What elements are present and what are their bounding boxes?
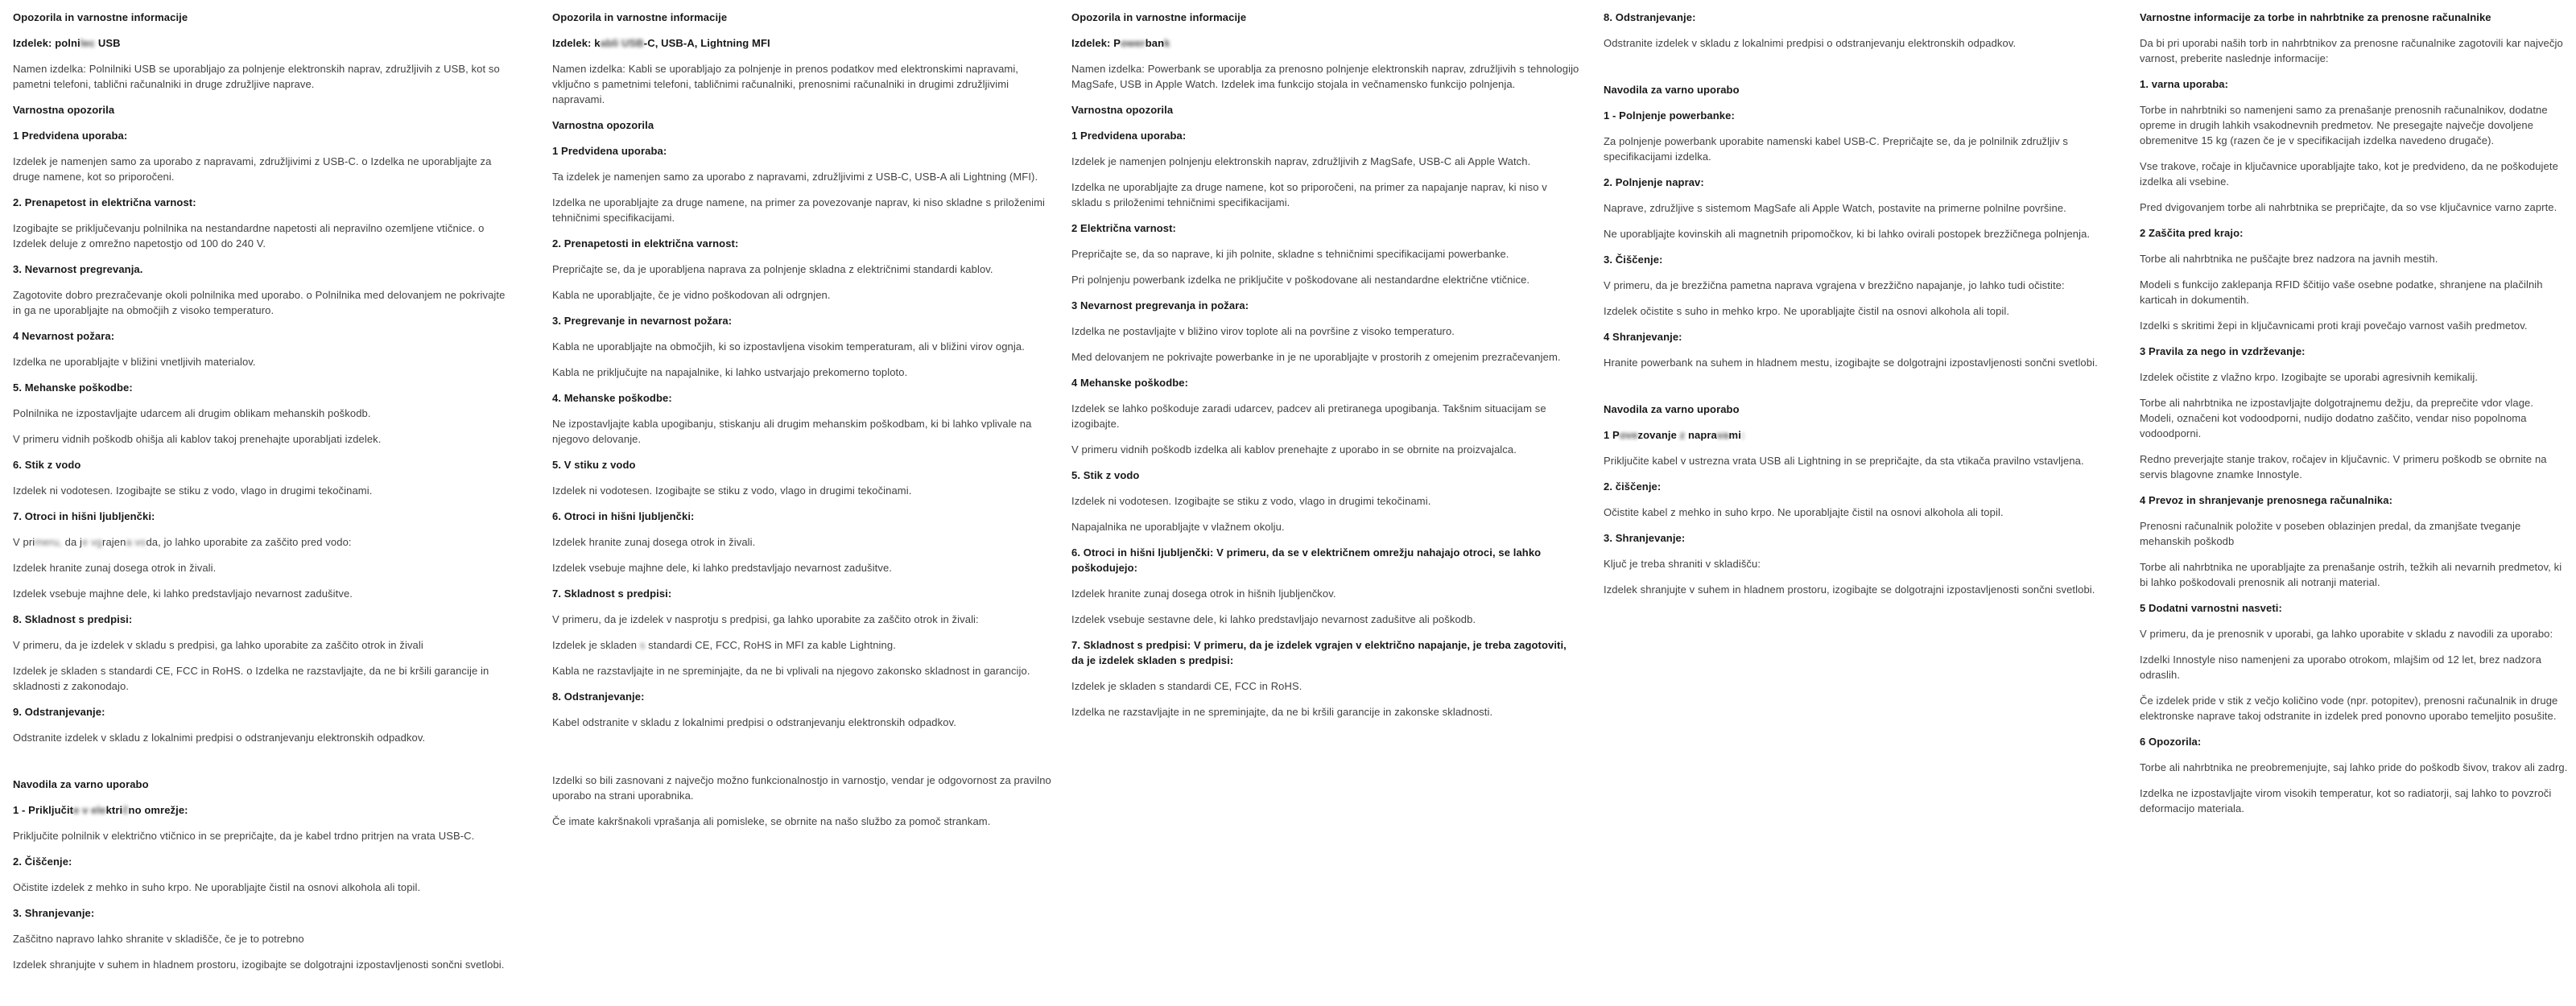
blurred-text-fragment: s [639,639,646,651]
paragraph: Izdelek hranite zunaj dosega otrok in živali. [552,536,756,548]
clause-heading: 4 Shranjevanje: [1604,331,1682,343]
paragraph: Izdelek hranite zunaj dosega otrok in živali. [13,562,217,574]
clause-heading: 7. Otroci in hišni ljubljenčki: [13,510,155,522]
paragraph: Priključite polnilnik v električno vtičnico in se prepričajte, da je kabel trdno pritrjen na vrata USB-C. [13,830,475,842]
paragraph: Izdelek vsebuje majhne dele, ki lahko predstavljajo nevarnost zadušitve. [552,562,892,574]
blurred-text-fragment: ove [1619,429,1638,441]
blurred-text-fragment: meru, [35,536,62,548]
clause-heading: 7. Skladnost s predpisi: V primeru, da je izdelek vgrajen v električno napajanje, je treba zagotoviti, da je izdelek skladen s predpisi: [1071,639,1567,666]
paragraph: Naprave, združljive s sistemom MagSafe ali Apple Watch, postavite na primerne polnilne površine. [1604,202,2066,214]
paragraph: V primeru, da je brezžična pametna naprava vgrajena v brezžično napajanje, jo lahko tudi očistite: [1604,279,2065,291]
paragraph: Namen izdelka: Kabli se uporabljajo za polnjenje in prenos podatkov med elektronskimi napravami, vključno s pametnimi telefoni, tabličnimi računalniki, prenosnimi računalniki in drugimi združljivimi napravami. [552,63,1019,105]
paragraph: Izdelek shranjujte v suhem in hladnem prostoru, izogibajte se dolgotrajni izpostavljenosti sončni svetlobi. [1604,583,2095,596]
paragraph: Napajalnika ne uporabljajte v vlažnem okolju. [1071,521,1285,533]
paragraph: Izdelek je skladen s standardi CE, FCC in RoHS. [1071,680,1302,692]
paragraph: Ne uporabljajte kovinskih ali magnetnih pripomočkov, ki bi lahko ovirali postopek brezžičnega polnjenja. [1604,228,2091,240]
paragraph: V primeru vidnih poškodb izdelka ali kablov prenehajte z uporabo in se obrnite na proizvajalca. [1071,443,1517,456]
paragraph: Med delovanjem ne pokrivajte powerbanke in je ne uporabljajte v prostorih z omejenim prezračevanjem. [1071,351,1561,363]
section-title: Varnostna opozorila [13,104,115,116]
paragraph: V primeru vidnih poškodb ohišja ali kablov takoj prenehajte uporabljati izdelek. [13,433,382,445]
paragraph: Izdelka ne uporabljajte v bližini vnetljivih materialov. [13,356,256,368]
paragraph: Kabla ne priključujte na napajalnike, ki lahko ustvarjajo prekomerno toploto. [552,366,908,378]
section-title: Navodila za varno uporabo [1604,403,1740,415]
text-fragment: da j [61,536,83,548]
clause-heading: 6. Stik z vodo [13,459,81,471]
paragraph: Torbe ali nahrbtnika ne izpostavljajte dolgotrajnemu dežju, da preprečite vdor vlage. Modeli, označeni kot vodoodporni, nudijo dodatno zaščito, vendar niso popolnoma vodoodporni. [2140,397,2534,439]
paragraph: Prepričajte se, da je uporabljena naprava za polnjenje skladna z električnimi standardi kablov. [552,263,993,275]
section-title [1071,35,1580,51]
text-fragment: V pri [13,536,35,548]
text-fragment: Izdelek: polni [13,37,80,49]
paragraph: Zaščitno napravo lahko shranite v skladišče, če je to potrebno [13,933,304,945]
clause-heading: 4 Nevarnost požara: [13,330,115,342]
paragraph: Izdelek ni vodotesen. Izogibajte se stiku z vodo, vlago in drugimi tekočinami. [1071,495,1431,507]
paragraph [552,637,1051,653]
column-cables [552,10,1051,839]
clause-heading: 9. Odstranjevanje: [13,706,105,718]
text-fragment: 1 - Priključit [13,804,74,816]
clause-heading [13,802,514,818]
paragraph: Torbe ali nahrbtnika ne uporabljajte za prenašanje ostrih, težkih ali nevarnih predmetov, ki bi lahko poškodovali prenosnik ali notranji material. [2140,561,2562,588]
paragraph: Izdelka ne uporabljajte za druge namene, kot so priporočeni, na primer za napajanje naprav, ki niso v skladu s priloženimi tehničnimi specifikacijami. [1071,181,1547,208]
clause-heading: 2. Prenapetosti in električna varnost: [552,237,739,249]
clause-heading: 5 Dodatni varnostni nasveti: [2140,602,2282,614]
clause-heading: 1 - Polnjenje powerbanke: [1604,109,1735,122]
paragraph: Izdelka ne postavljajte v bližino virov toplote ali na površine z visoko temperaturo. [1071,325,1455,337]
paragraph: Izdelek očistite s suho in mehko krpo. Ne uporabljajte čistil na osnovi alkohola ali topil. [1604,305,2010,317]
blurred-text-fragment: k [1164,37,1170,49]
clause-heading: 1 Predvidena uporaba: [13,130,128,142]
clause-heading: 3. Pregrevanje in nevarnost požara: [552,315,733,327]
document-title: Opozorila in varnostne informacije [1071,11,1247,23]
document-title: Varnostne informacije za torbe in nahrbtnike za prenosne računalnike [2140,11,2491,23]
paragraph: Izdelki Innostyle niso namenjeni za uporabo otrokom, mlajšim od 12 let, brez nadzora odraslih. [2140,653,2542,681]
paragraph: Pred dvigovanjem torbe ali nahrbtnika se prepričajte, da so vse ključavnice varno zaprte. [2140,201,2557,213]
paragraph: Namen izdelka: Polnilniki USB se uporabljajo za polnjenje elektronskih naprav, združljivih z USB, kot so pametni telefoni, tablični računalniki in druge združljive naprave. [13,63,500,90]
clause-heading: 2. čiščenje: [1604,480,1662,493]
paragraph: Kabla ne uporabljajte, če je vidno poškodovan ali odrgnjen. [552,289,831,301]
paragraph: Kabla ne uporabljajte na območjih, ki so izpostavljena visokim temperaturam, ali v bližini virov ognja. [552,340,1025,353]
clause-heading: 8. Odstranjevanje: [552,691,645,703]
clause-heading: 6. Otroci in hišni ljubljenčki: V primeru, da se v električnem omrežju nahajajo otroci, se lahko poškodujejo: [1071,546,1542,574]
clause-heading: 3. Nevarnost pregrevanja. [13,263,143,275]
text-fragment: USB [95,37,121,49]
paragraph: Redno preverjajte stanje trakov, ročajev in ključavnic. V primeru poškodb se obrnite na servis blagovne znamke Innostyle. [2140,453,2547,480]
paragraph: Da bi pri uporabi naših torb in nahrbtnikov za prenosne računalnike zagotovili kar največjo varnost, preberite naslednje informacije: [2140,37,2563,64]
blurred-text-fragment: e v ele [73,804,106,816]
text-fragment: napra [1685,429,1717,441]
column-usb-charger [13,10,514,983]
paragraph: Izdelek je skladen s standardi CE, FCC in RoHS. o Izdelka ne razstavljajte, da ne bi kršili garancije in skladnosti z zakonodajo. [13,665,489,692]
paragraph: V primeru, da je izdelek v skladu s predpisi, ga lahko uporabite za zaščito otrok in živali [13,639,423,651]
column-gap [1604,61,2114,82]
paragraph: Torbe ali nahrbtnika ne puščajte brez nadzora na javnih mestih. [2140,253,2438,265]
section-title [13,35,514,51]
column-powerbank [1071,10,1580,730]
paragraph: Prenosni računalnik položite v poseben oblazinjen predal, da zmanjšate tveganje mehanskih poškodb [2140,520,2521,547]
paragraph: Ne izpostavljajte kabla upogibanju, stiskanju ali drugim mehanskim poškodbam, ki bi lahko vplivale na njegovo delovanje. [552,418,1032,445]
text-fragment: zovanje [1637,429,1680,441]
clause-heading: 2 Zaščita pred krajo: [2140,227,2244,239]
clause-heading: 2 Električna varnost: [1071,222,1176,234]
paragraph: Izdelka ne uporabljajte za druge namene, na primer za povezovanje naprav, ki niso skladne s priloženimi tehničnimi specifikacijami. [552,196,1046,224]
text-fragment: ban [1145,37,1165,49]
clause-heading: 1 Predvidena uporaba: [1071,130,1187,142]
paragraph: Priključite kabel v ustrezna vrata USB ali Lightning in se prepričajte, da sta vtikača pravilno vstavljena. [1604,455,2084,467]
paragraph: Izogibajte se priključevanju polnilnika na nestandardne napetosti ali nepravilno ozemljene vtičnice. o Izdelek deluje z omrežno napetostjo od 100 do 240 V. [13,222,485,249]
paragraph: Prepričajte se, da so naprave, ki jih polnite, skladne s tehničnimi specifikacijami powerbanke. [1071,248,1509,260]
blurred-text-fragment: č [122,804,129,816]
paragraph: Izdelek shranjujte v suhem in hladnem prostoru, izogibajte se dolgotrajni izpostavljenosti sončni svetlobi. [13,959,505,971]
paragraph: Pri polnjenju powerbank izdelka ne priključite v poškodovane ali nestandardne električne vtičnice. [1071,274,1530,286]
paragraph: Izdelek ni vodotesen. Izogibajte se stiku z vodo, vlago in drugimi tekočinami. [552,484,912,497]
paragraph: Izdelek očistite z vlažno krpo. Izogibajte se uporabi agresivnih kemikalij. [2140,371,2479,383]
clause-heading: 6. Otroci in hišni ljubljenčki: [552,510,695,522]
clause-heading: 4 Mehanske poškodbe: [1071,377,1189,389]
paragraph: Odstranite izdelek v skladu z lokalnimi predpisi o odstranjevanju elektronskih odpadkov. [13,732,426,744]
blurred-text-fragment: a vo [126,536,147,548]
column-gap [552,740,1051,773]
paragraph: Če izdelek pride v stik z večjo količino vode (npr. potopitev), prenosni računalnik in druge elektronske naprave takoj odstranite in izdelek pred ponovno uporabo temeljito posušite. [2140,695,2558,722]
text-fragment: ktri [105,804,123,816]
paragraph: Kabel odstranite v skladu z lokalnimi predpisi o odstranjevanju elektronskih odpadkov. [552,716,956,728]
paragraph: Izdelka ne izpostavljajte virom visokih temperatur, kot so radiatorji, saj lahko to povzroči deformacijo materiala. [2140,787,2552,814]
clause-heading: 4 Prevoz in shranjevanje prenosnega računalnika: [2140,494,2393,506]
text-fragment: standardi CE, FCC, RoHS in MFI za kable Lightning. [645,639,896,651]
clause-heading: 7. Skladnost s predpisi: [552,588,672,600]
clause-heading: 1. varna uporaba: [2140,78,2229,90]
paragraph: Ključ je treba shraniti v skladišču: [1604,558,1761,570]
column-powerbank-continued [1604,10,2114,608]
paragraph: Izdelek je namenjen polnjenju elektronskih naprav, združljivih z MagSafe, USB-C ali Apple Watch. [1071,155,1531,167]
paragraph: Izdelek je namenjen samo za uporabo z napravami, združljivimi z USB-C. o Izdelka ne uporabljajte za druge namene, kot so priporočeni. [13,155,492,183]
text-fragment: 1 P [1604,429,1620,441]
section-title: Navodila za varno uporabo [13,778,149,790]
clause-heading: 3 Nevarnost pregrevanja in požara: [1071,299,1249,311]
section-title: Navodila za varno uporabo [1604,84,1740,96]
text-fragment: no omrežje: [128,804,188,816]
clause-heading: 8. Skladnost s predpisi: [13,613,133,625]
clause-heading: 3. Čiščenje: [1604,254,1663,266]
clause-heading: 6 Opozorila: [2140,736,2202,748]
text-fragment: -C, USB-A, Lightning MFI [643,37,770,49]
paragraph: Vse trakove, ročaje in ključavnice uporabljajte tako, kot je predvideno, da ne poškodujete izdelka ali vsebine. [2140,160,2558,188]
paragraph: Torbe ali nahrbtnika ne preobremenjujte, saj lahko pride do poškodb šivov, trakov ali zadrg. [2140,761,2568,773]
paragraph: Polnilnika ne izpostavljajte udarcem ali drugim oblikam mehanskih poškodb. [13,407,371,419]
paragraph: Izdelka ne razstavljajte in ne spreminjajte, da ne bi kršili garancije in zakonske skladnosti. [1071,706,1493,718]
blurred-text-fragment: e vg [82,536,103,548]
text-fragment: Izdelek je skladen [552,639,640,651]
paragraph: Izdelek vsebuje majhne dele, ki lahko predstavljajo nevarnost zadušitve. [13,588,353,600]
section-title: Varnostna opozorila [1071,104,1174,116]
paragraph: Modeli s funkcijo zaklepanja RFID ščitijo vaše osebne podatke, shranjene na plačilnih karticah in dokumentih. [2140,278,2543,306]
paragraph: Izdelek ni vodotesen. Izogibajte se stiku z vodo, vlago in drugimi tekočinami. [13,484,373,497]
paragraph: Izdelek se lahko poškoduje zaradi udarcev, padcev ali pretiranega upogibanja. Takšnim situacijam se izogibajte. [1071,402,1546,430]
section-title: Varnostna opozorila [552,119,654,131]
paragraph: Očistite kabel z mehko in suho krpo. Ne uporabljajte čistil na osnovi alkohola ali topil. [1604,506,2004,518]
clause-heading: 8. Odstranjevanje: [1604,11,1696,23]
paragraph: Namen izdelka: Powerbank se uporablja za prenosno polnjenje elektronskih naprav, združljivih s tehnologijo MagSafe, USB in Apple Watch. Izdelek ima funkcijo stojala in večnamensko funkcijo polnjenja. [1071,63,1579,90]
text-fragment: Izdelek: P [1071,37,1121,49]
paragraph: Izdelki so bili zasnovani z največjo možno funkcionalnostjo in varnostjo, vendar je odgovornost za pravilno uporabo na strani uporabnika. [552,774,1051,802]
paragraph: Za polnjenje powerbank uporabite namenski kabel USB-C. Prepričajte se, da je polnilnik združljiv s specifikacijami izdelka. [1604,135,2069,163]
blurred-text-fragment: : [1740,429,1745,441]
clause-heading: 3 Pravila za nego in vzdrževanje: [2140,345,2306,357]
text-fragment: da, jo lahko uporabite za zaščito pred vodo: [146,536,352,548]
clause-heading: 5. Mehanske poškodbe: [13,381,133,394]
document-title: Opozorila in varnostne informacije [13,11,188,23]
paragraph: Izdelki s skritimi žepi in ključavnicami proti kraji povečajo varnost vaših predmetov. [2140,320,2528,332]
paragraph: Kabla ne razstavljajte in ne spreminjajte, da ne bi vplivali na njegovo zakonsko skladnost in garancijo. [552,665,1030,677]
column-gap [13,756,514,777]
paragraph: Hranite powerbank na suhem in hladnem mestu, izogibajte se dolgotrajni izpostavljenosti sončni svetlobi. [1604,357,2098,369]
clause-heading: 4. Mehanske poškodbe: [552,392,672,404]
document-title: Opozorila in varnostne informacije [552,11,728,23]
paragraph: Torbe in nahrbtniki so namenjeni samo za prenašanje prenosnih računalnikov, dodatne opreme in drugih lahkih vsakodnevnih predmetov. Ne presegajte največje dovoljene obremenitve 15 kg (razen če je v specifikacijah izdelka navedeno drugače). [2140,104,2548,146]
clause-heading: 2. Polnjenje naprav: [1604,176,1704,188]
column-gap [1604,381,2114,402]
blurred-text-fragment: lec [80,37,96,49]
clause-heading: 3. Shranjevanje: [1604,532,1686,544]
clause-heading: 2. Čiščenje: [13,856,72,868]
blurred-text-fragment: va [1716,429,1729,441]
text-fragment: mi [1728,429,1741,441]
clause-heading: 2. Prenapetost in električna varnost: [13,196,196,208]
paragraph: V primeru, da je izdelek v nasprotju s predpisi, ga lahko uporabite za zaščito otrok in živali: [552,613,979,625]
clause-heading: 3. Shranjevanje: [13,907,95,919]
paragraph [13,534,514,550]
paragraph: V primeru, da je prenosnik v uporabi, ga lahko uporabite v skladu z navodili za uporabo: [2140,628,2553,640]
paragraph: Ta izdelek je namenjen samo za uporabo z napravami, združljivimi z USB-C, USB-A ali Lightning (MFI). [552,171,1038,183]
blurred-text-fragment: abli USB [600,37,644,49]
clause-heading [1604,427,2114,443]
paragraph: Če imate kakršnakoli vprašanja ali pomisleke, se obrnite na našo službo za pomoč strankam. [552,815,991,827]
text-fragment: rajen [102,536,126,548]
paragraph: Izdelek vsebuje sestavne dele, ki lahko predstavljajo nevarnost zadušitve ali poškodb. [1071,613,1476,625]
section-title [552,35,1051,51]
text-fragment: Izdelek: k [552,37,601,49]
column-laptop-bags [2140,10,2568,827]
paragraph: Izdelek hranite zunaj dosega otrok in hišnih ljubljenčkov. [1071,588,1336,600]
paragraph: Odstranite izdelek v skladu z lokalnimi predpisi o odstranjevanju elektronskih odpadkov. [1604,37,2017,49]
blurred-text-fragment: z [1679,429,1686,441]
blurred-text-fragment: ower [1120,37,1146,49]
paragraph: Zagotovite dobro prezračevanje okoli polnilnika med uporabo. o Polnilnika med delovanjem ne pokrivajte in ga ne uporabljajte na območjih z visoko temperaturo. [13,289,506,316]
clause-heading: 1 Predvidena uporaba: [552,145,667,157]
clause-heading: 5. Stik z vodo [1071,469,1140,481]
paragraph: Očistite izdelek z mehko in suho krpo. Ne uporabljajte čistil na osnovi alkohola ali topil. [13,881,421,893]
clause-heading: 5. V stiku z vodo [552,459,636,471]
